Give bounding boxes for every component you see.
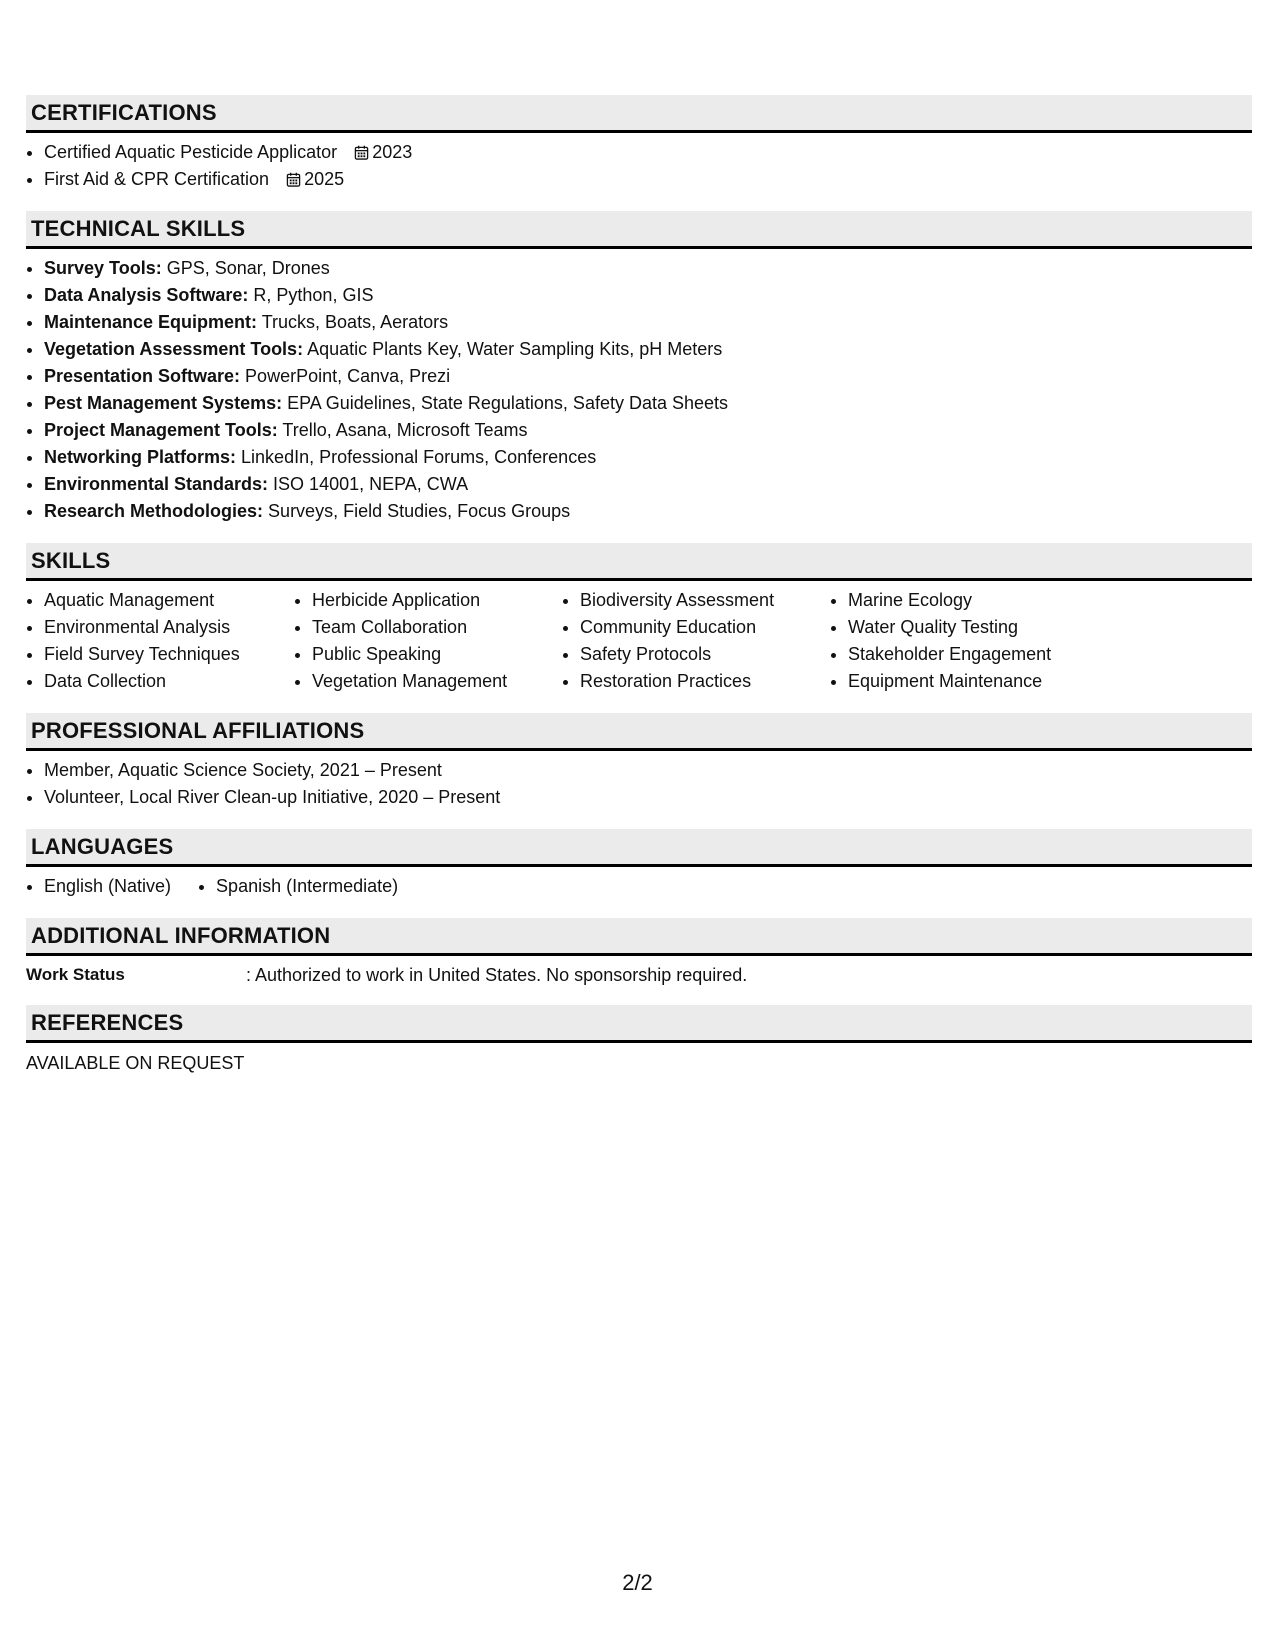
certifications-section — [26, 95, 1252, 193]
skill-label: Research Methodologies: — [44, 501, 264, 521]
list-item: • Field Survey Techniques — [44, 641, 294, 668]
section-title: REFERENCES — [31, 1009, 184, 1035]
list-item — [44, 363, 1252, 390]
section-header — [26, 211, 1252, 249]
list-item: • Volunteer, Local River Clean-up Initiative, 2020 – Present — [44, 784, 1252, 811]
skill-label: Pest Management Systems: — [44, 393, 283, 413]
list-item: • Spanish (Intermediate) — [216, 873, 398, 900]
work-status-row — [26, 963, 1252, 987]
list-item: • Data Collection — [44, 668, 294, 695]
resume-page — [26, 95, 1252, 1093]
list-item — [44, 282, 1252, 309]
skill-label: Survey Tools: — [44, 258, 162, 278]
list-item — [44, 390, 1252, 417]
skills-column — [26, 587, 294, 695]
skill-value: ISO 14001, NEPA, CWA — [268, 474, 469, 494]
affiliations-list — [26, 757, 1252, 811]
list-item: • Marine Ecology — [848, 587, 1108, 614]
section-title: LANGUAGES — [31, 833, 174, 859]
list-item: • Member, Aquatic Science Society, 2021 – Present — [44, 757, 1252, 784]
page-number: 2/2 — [622, 1570, 653, 1595]
list-item — [44, 309, 1252, 336]
list-item — [44, 139, 1252, 166]
skill-label: Vegetation Assessment Tools: — [44, 339, 304, 359]
list-item: • Herbicide Application — [312, 587, 562, 614]
skill-label: Project Management Tools: — [44, 420, 278, 440]
list-item: • Public Speaking — [312, 641, 562, 668]
list-item: • Community Education — [580, 614, 830, 641]
list-item — [44, 444, 1252, 471]
section-title: PROFESSIONAL AFFILIATIONS — [31, 717, 365, 743]
list-item: • Safety Protocols — [580, 641, 830, 668]
skill-label: Maintenance Equipment: — [44, 312, 258, 332]
section-header — [26, 95, 1252, 133]
skills-column — [830, 587, 1108, 695]
skills-grid — [26, 587, 1252, 695]
list-item: • Team Collaboration — [312, 614, 562, 641]
skill-value: Surveys, Field Studies, Focus Groups — [263, 501, 571, 521]
certification-year: 2025 — [304, 169, 345, 189]
work-status-value: : Authorized to work in United States. No sponsorship required. — [246, 965, 748, 985]
section-header — [26, 1005, 1252, 1043]
list-item: • English (Native) — [44, 873, 171, 900]
skill-label: Environmental Standards: — [44, 474, 269, 494]
skill-value: Trucks, Boats, Aerators — [257, 312, 449, 332]
references-text: AVAILABLE ON REQUEST — [26, 1053, 245, 1073]
section-header — [26, 918, 1252, 956]
calendar-icon — [354, 145, 369, 160]
references-section — [26, 1005, 1252, 1075]
skills-column — [294, 587, 562, 695]
skill-value: PowerPoint, Canva, Prezi — [240, 366, 451, 386]
list-item — [44, 417, 1252, 444]
skill-label: Presentation Software: — [44, 366, 241, 386]
certification-name: First Aid & CPR Certification — [44, 169, 270, 189]
languages-section — [26, 829, 1252, 900]
skill-value: LinkedIn, Professional Forums, Conferences — [236, 447, 597, 467]
affiliations-section — [26, 713, 1252, 811]
skill-label: Networking Platforms: — [44, 447, 237, 467]
list-item — [44, 498, 1252, 525]
section-title: CERTIFICATIONS — [31, 99, 217, 125]
skill-value: GPS, Sonar, Drones — [161, 258, 330, 278]
section-header — [26, 713, 1252, 751]
list-item: • Environmental Analysis — [44, 614, 294, 641]
technical-skills-section — [26, 211, 1252, 525]
languages-list — [26, 873, 1252, 900]
list-item: • Equipment Maintenance — [848, 668, 1108, 695]
calendar-icon — [286, 172, 301, 187]
certification-name: Certified Aquatic Pesticide Applicator — [44, 142, 338, 162]
certifications-list — [26, 139, 1252, 193]
list-item: • Stakeholder Engagement — [848, 641, 1108, 668]
additional-info-section — [26, 918, 1252, 987]
skill-value: Trello, Asana, Microsoft Teams — [277, 420, 528, 440]
skill-label: Data Analysis Software: — [44, 285, 249, 305]
list-item — [44, 471, 1252, 498]
section-title: ADDITIONAL INFORMATION — [31, 922, 331, 948]
skills-column — [562, 587, 830, 695]
section-title: SKILLS — [31, 547, 111, 573]
skill-value: Aquatic Plants Key, Water Sampling Kits, pH Meters — [303, 339, 723, 359]
list-item: • Biodiversity Assessment — [580, 587, 830, 614]
certification-year: 2023 — [372, 142, 413, 162]
list-item — [44, 166, 1252, 193]
list-item: • Vegetation Management — [312, 668, 562, 695]
skill-value: R, Python, GIS — [248, 285, 374, 305]
section-title: TECHNICAL SKILLS — [31, 215, 246, 241]
work-status-label: Work Status — [26, 965, 125, 984]
list-item: • Restoration Practices — [580, 668, 830, 695]
list-item — [44, 336, 1252, 363]
list-item: • Water Quality Testing — [848, 614, 1108, 641]
skill-value: EPA Guidelines, State Regulations, Safety Data Sheets — [282, 393, 729, 413]
list-item — [44, 255, 1252, 282]
technical-skills-list — [26, 255, 1252, 525]
section-header — [26, 543, 1252, 581]
skills-section — [26, 543, 1252, 695]
list-item: • Aquatic Management — [44, 587, 294, 614]
section-header — [26, 829, 1252, 867]
